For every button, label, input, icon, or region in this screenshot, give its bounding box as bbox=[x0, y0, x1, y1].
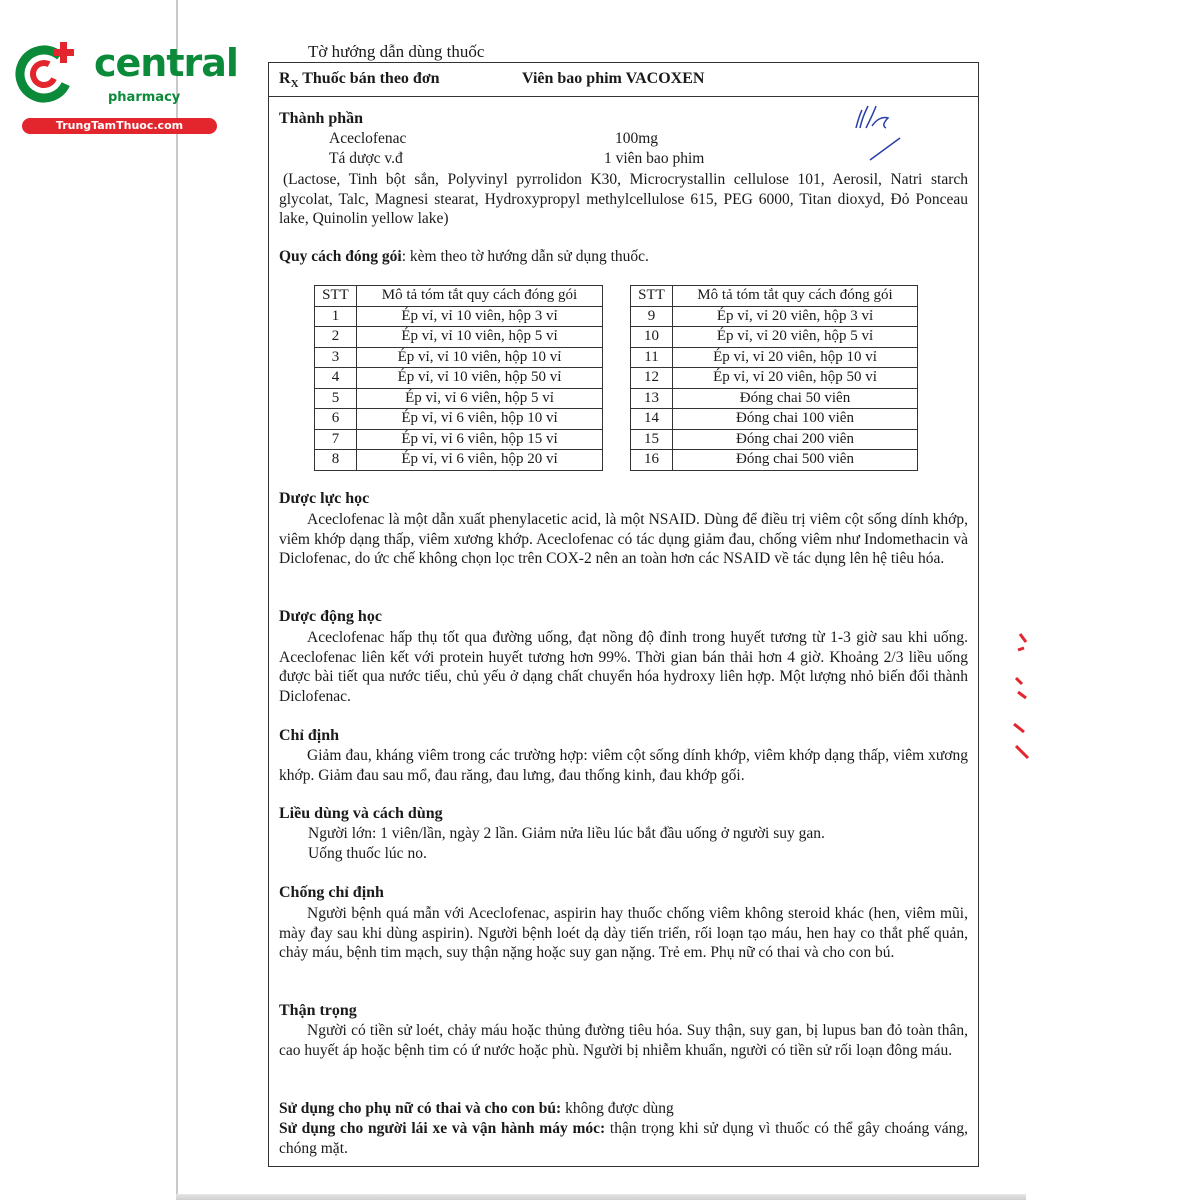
pregnancy-text: không được dùng bbox=[561, 1100, 674, 1117]
table-row bbox=[631, 306, 918, 327]
row-number: 8 bbox=[315, 450, 357, 471]
table-row bbox=[315, 347, 603, 368]
pharmacodynamics-text: Aceclofenac là một dẫn xuất phenylacetic acid, là một NSAID. Dùng để điều trị viêm cột sống dính khớp, viêm khớp dạng thấp, viêm xương khớp. Aceclofenac có tác dụng giảm đau, chống viêm như Indomethacin và Diclofenac, do ức chế không chọn lọc trên COX-2 nên an toàn hơn các NSAID về tác dụng lên hệ tiêu hóa. bbox=[279, 511, 968, 568]
dosage-title: Liều dùng và cách dùng bbox=[279, 805, 443, 822]
table-row bbox=[631, 388, 918, 409]
row-description: Đóng chai 200 viên bbox=[673, 429, 918, 450]
signature-mark bbox=[848, 98, 918, 168]
table-row bbox=[315, 327, 603, 348]
rx-letter: R bbox=[279, 70, 291, 87]
indications-text: Giảm đau, kháng viêm trong các trường hợp: viêm cột sống dính khớp, viêm khớp dạng thấp, viêm xương khớp. Giảm đau sau mổ, đau răng, đau lưng, đau thống kinh, đau khớp gối. bbox=[279, 747, 968, 784]
row-description: Ép vỉ, vỉ 6 viên, hộp 15 vỉ bbox=[357, 429, 603, 450]
row-description: Ép vỉ, vỉ 10 viên, hộp 3 vỉ bbox=[357, 306, 603, 327]
row-number: 16 bbox=[631, 450, 673, 471]
table-row bbox=[315, 388, 603, 409]
table-row bbox=[631, 327, 918, 348]
ingredient-amount: 100mg bbox=[615, 130, 659, 147]
packaging-table-left bbox=[314, 285, 603, 471]
stt-header: STT bbox=[315, 286, 357, 307]
row-description: Ép vỉ, vỉ 6 viên, hộp 20 vỉ bbox=[357, 450, 603, 471]
precautions-text: Người có tiền sử loét, chảy máu hoặc thủng đường tiêu hóa. Suy thận, suy gan, bị lupus ban đỏ toàn thân, cao huyết áp hoặc bệnh tim có ứ nước hoặc phù. Người bị nhiễm khuẩn, người có tiền sử rối loạn đông máu. bbox=[279, 1022, 968, 1059]
table-row bbox=[315, 409, 603, 430]
rx-subscript: X bbox=[290, 78, 299, 91]
row-description: Ép vỉ, vỉ 6 viên, hộp 5 vỉ bbox=[357, 388, 603, 409]
row-description: Ép vỉ, vỉ 6 viên, hộp 10 vỉ bbox=[357, 409, 603, 430]
row-description: Ép vỉ, vỉ 20 viên, hộp 5 vỉ bbox=[673, 327, 918, 348]
row-number: 10 bbox=[631, 327, 673, 348]
row-number: 5 bbox=[315, 388, 357, 409]
table-row bbox=[631, 450, 918, 471]
excipient-amount: 1 viên bao phim bbox=[604, 150, 705, 167]
table-row bbox=[631, 409, 918, 430]
row-number: 11 bbox=[631, 347, 673, 368]
logo-subtitle: pharmacy bbox=[108, 90, 181, 105]
pregnancy-note bbox=[279, 1099, 968, 1119]
packaging-text: : kèm theo tờ hướng dẫn sử dụng thuốc. bbox=[401, 248, 649, 265]
table-header-row bbox=[631, 286, 918, 307]
table-row bbox=[315, 429, 603, 450]
driving-text: thận trọng khi sử dụng vì thuốc có thể gây choáng váng, chóng mặt. bbox=[279, 1120, 968, 1157]
row-number: 14 bbox=[631, 409, 673, 430]
stt-header: STT bbox=[631, 286, 673, 307]
table-row bbox=[631, 368, 918, 389]
contraindications-text: Người bệnh quá mẫn với Aceclofenac, aspirin hay thuốc chống viêm không steroid khác (hen, viêm mũi, mày đay sau khi dùng aspirin). Người bệnh loét dạ dày tiến triển, rối loạn tạo máu, hen hay co thắt phế quản, chảy máu, bệnh tim mạch, suy thận nặng hoặc suy gan nặng. Trẻ em. Phụ nữ có thai và cho con bú. bbox=[279, 905, 968, 962]
description-header: Mô tả tóm tắt quy cách đóng gói bbox=[673, 286, 918, 307]
table-header-row bbox=[315, 286, 603, 307]
table-row bbox=[315, 450, 603, 471]
row-description: Ép vỉ, vỉ 10 viên, hộp 50 vỉ bbox=[357, 368, 603, 389]
row-description: Ép vỉ, vỉ 20 viên, hộp 10 vỉ bbox=[673, 347, 918, 368]
table-row bbox=[631, 429, 918, 450]
row-number: 6 bbox=[315, 409, 357, 430]
table-row bbox=[631, 347, 918, 368]
row-description: Ép vỉ, vỉ 10 viên, hộp 5 vỉ bbox=[357, 327, 603, 348]
precautions-title: Thận trọng bbox=[279, 1002, 357, 1019]
indications-title: Chỉ định bbox=[279, 727, 340, 744]
red-stamp-fragment bbox=[1006, 628, 1030, 768]
scan-page-edge bbox=[176, 0, 178, 1200]
row-number: 3 bbox=[315, 347, 357, 368]
table-row bbox=[315, 368, 603, 389]
logo-brand-name: central bbox=[94, 41, 238, 85]
row-number: 7 bbox=[315, 429, 357, 450]
rx-symbol bbox=[279, 70, 299, 91]
row-description: Ép vỉ, vỉ 20 viên, hộp 50 vỉ bbox=[673, 368, 918, 389]
scan-page-bottom bbox=[176, 1194, 1026, 1200]
dosage-line-1: Người lớn: 1 viên/lần, ngày 2 lần. Giảm nửa liều lúc bắt đầu uống ở người suy gan. bbox=[308, 825, 825, 842]
table-row bbox=[315, 306, 603, 327]
central-pharmacy-logo[interactable] bbox=[10, 38, 238, 138]
pharmacodynamics-title: Dược lực học bbox=[279, 490, 370, 507]
excipient-list: (Lactose, Tinh bột sắn, Polyvinyl pyrrolidon K30, Microcrystallin cellulose 101, Aerosil, Natri starch glycolat, Talc, Magnesi stearat, Hydroxypropyl methylcellulose 615, PEG 6000, Titan dioxyd, Đỏ Ponceau lake, Quinolin yellow lake) bbox=[279, 171, 968, 228]
row-number: 13 bbox=[631, 388, 673, 409]
prescription-label bbox=[279, 70, 440, 90]
row-number: 4 bbox=[315, 368, 357, 389]
pharmacy-cross-logo-icon bbox=[10, 38, 80, 108]
pregnancy-label: Sử dụng cho phụ nữ có thai và cho con bú: bbox=[279, 1100, 562, 1117]
document-title: Tờ hướng dẫn dùng thuốc bbox=[308, 42, 485, 61]
row-description: Đóng chai 100 viên bbox=[673, 409, 918, 430]
packaging-table-right bbox=[630, 285, 918, 471]
driving-label: Sử dụng cho người lái xe và vận hành máy móc: bbox=[279, 1120, 606, 1137]
dosage-line-2: Uống thuốc lúc no. bbox=[308, 845, 427, 862]
row-description: Ép vỉ, vỉ 20 viên, hộp 3 vỉ bbox=[673, 306, 918, 327]
pharmacokinetics-title: Dược động học bbox=[279, 608, 382, 625]
row-description: Đóng chai 500 viên bbox=[673, 450, 918, 471]
row-number: 12 bbox=[631, 368, 673, 389]
rx-text: Thuốc bán theo đơn bbox=[298, 70, 440, 87]
product-name: Viên bao phim VACOXEN bbox=[522, 70, 705, 87]
ingredient-name: Aceclofenac bbox=[329, 130, 407, 147]
composition-title: Thành phần bbox=[279, 110, 364, 127]
row-description: Đóng chai 50 viên bbox=[673, 388, 918, 409]
header-divider bbox=[268, 96, 979, 97]
contraindications-title: Chống chỉ định bbox=[279, 884, 384, 901]
driving-note bbox=[279, 1119, 968, 1158]
row-number: 1 bbox=[315, 306, 357, 327]
row-number: 15 bbox=[631, 429, 673, 450]
packaging-title: Quy cách đóng gói bbox=[279, 248, 402, 265]
logo-site-badge: TrungTamThuoc.com bbox=[22, 118, 217, 134]
row-description: Ép vỉ, vỉ 10 viên, hộp 10 vỉ bbox=[357, 347, 603, 368]
pharmacokinetics-text: Aceclofenac hấp thụ tốt qua đường uống, đạt nồng độ đỉnh trong huyết tương từ 1-3 giờ sau khi uống. Aceclofenac liên kết với protein huyết tương hơn 99%. Thời gian bán thải hơn 4 giờ. Khoảng 2/3 liều uống được bài tiết qua nước tiểu, chủ yếu ở dạng chất chuyển hóa hydroxy liên hợp. Một lượng nhỏ biến đổi thành Diclofenac. bbox=[279, 629, 968, 705]
packaging-line bbox=[279, 248, 649, 266]
row-number: 2 bbox=[315, 327, 357, 348]
row-number: 9 bbox=[631, 306, 673, 327]
excipient-name: Tá dược v.đ bbox=[329, 150, 403, 167]
description-header: Mô tả tóm tắt quy cách đóng gói bbox=[357, 286, 603, 307]
